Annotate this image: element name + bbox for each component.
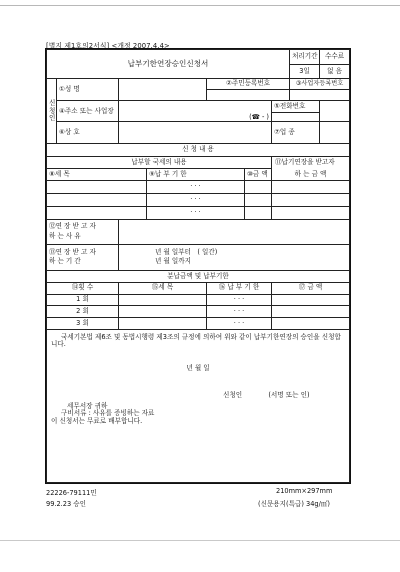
date-line: 년 월 일 [186, 363, 210, 372]
free-note: 이 신청서는 무료로 배부합니다. [51, 416, 143, 425]
inst-count-label: ⑭횟 수 [47, 282, 119, 294]
inst-amount-field-1[interactable] [272, 294, 350, 306]
request-content-header: 신 청 내 용 [47, 144, 350, 157]
inst-amount-label: ⑰ 금 액 [272, 282, 350, 294]
trade-name-field[interactable] [119, 122, 272, 144]
name-label: ①성 명 [57, 79, 119, 101]
due-date-field-1[interactable]: · · · [147, 180, 245, 193]
period-label-line2: 하 는 기 간 [49, 257, 81, 266]
inst-due-field-3[interactable]: · · · [207, 318, 272, 330]
name-field[interactable] [119, 79, 207, 101]
business-type-label: ⑦업 종 [272, 122, 320, 144]
form-code: 22226-79111민 [46, 489, 97, 497]
due-date-field-2[interactable]: · · · [147, 193, 245, 206]
business-no-label: ③사업자등록번호 [290, 79, 350, 90]
form-title: 납부기한연장승인신청서 [47, 50, 290, 79]
table-row [47, 306, 350, 318]
form-table [46, 49, 350, 483]
tax-item-field-1[interactable] [47, 180, 147, 193]
reason-label [47, 219, 119, 244]
due-date-label: ⑨납 부 기 한 [147, 168, 245, 180]
period-field[interactable] [119, 244, 350, 270]
table-row [47, 318, 350, 330]
period-to: 년 월 일까지 [155, 257, 192, 266]
trade-name-label: ⑥상 호 [57, 122, 119, 144]
statement-block [47, 330, 350, 483]
form-header-note: [별지 제1호의2서식] <개정 2007.4.4> [46, 42, 170, 50]
requested-amount-header-line2: 하 는 금 액 [272, 168, 350, 180]
signature-hint: (서명 또는 인) [268, 390, 310, 399]
period-label-line1: ⑬연 장 받 고 자 [49, 247, 96, 256]
period-days: ( 일간) [197, 247, 218, 256]
documents-note: 구비서류 : 사유를 증빙하는 자료 [61, 409, 155, 418]
reason-label-line1: ⑫연 장 받 고 자 [49, 222, 96, 231]
statement-text: 국세기본법 제6조 및 동법시행령 제3조의 규정에 의하여 위와 같이 납부기한연장의 승인을 신청합니다. [51, 333, 341, 349]
inst-count-3: 3 회 [47, 318, 119, 330]
installment-header: 분납금액 및 납부기한 [47, 270, 350, 282]
period-from: 년 월 일부터 [155, 247, 192, 256]
processing-period-value: 3일 [290, 65, 320, 79]
table-row [47, 294, 350, 306]
amount-field-2[interactable] [245, 193, 272, 206]
due-tax-header: 납부할 국세의 내용 [47, 157, 272, 169]
business-no-field[interactable] [290, 90, 350, 101]
paper-spec: (신문용지(특급) 34g/㎡) [258, 500, 330, 508]
bottom-divider [0, 540, 400, 541]
inst-tax-field-3[interactable] [119, 318, 207, 330]
inst-tax-field-2[interactable] [119, 306, 207, 318]
tax-item-label: ⑧세 목 [47, 168, 147, 180]
tax-item-field-2[interactable] [47, 193, 147, 206]
fee-label: 수수료 [320, 50, 350, 65]
application-form [46, 49, 349, 483]
address-label: ④주소 또는 사업장 [57, 100, 119, 122]
resident-no-field[interactable] [207, 90, 290, 101]
inst-count-2: 2 회 [47, 306, 119, 318]
tax-item-field-3[interactable] [47, 206, 147, 219]
amount-field-1[interactable] [245, 180, 272, 193]
inst-tax-field-1[interactable] [119, 294, 207, 306]
fee-value: 없 음 [320, 65, 350, 79]
inst-due-field-2[interactable]: · · · [207, 306, 272, 318]
processing-period-label: 처리기간 [290, 50, 320, 65]
reason-label-line2: 하 는 사 유 [49, 231, 81, 240]
business-type-field[interactable] [320, 122, 350, 144]
inst-amount-field-3[interactable] [272, 318, 350, 330]
period-label [47, 244, 119, 270]
inst-tax-label: ⑮세 목 [119, 282, 207, 294]
requested-amount-field-3[interactable] [272, 206, 350, 219]
approval-date: 99.2.23 승인 [46, 500, 87, 508]
applicant-label: 신청인 [223, 390, 243, 399]
address-field[interactable] [119, 100, 272, 122]
requested-amount-field-2[interactable] [272, 193, 350, 206]
inst-count-1: 1 회 [47, 294, 119, 306]
address-phone-hint: (☎ - ) [249, 113, 269, 122]
amount-label: ⑩금 액 [245, 168, 272, 180]
requested-amount-header-line1: ⑪납기연장을 받고자 [272, 157, 350, 169]
amount-field-3[interactable] [245, 206, 272, 219]
inst-due-field-1[interactable]: · · · [207, 294, 272, 306]
phone-field[interactable] [320, 100, 350, 122]
resident-no-label: ②주민등록번호 [207, 79, 290, 90]
addressee: 세무서장 귀하 [67, 402, 108, 411]
phone-label: ⑤전화번호 [272, 100, 320, 112]
reason-field[interactable] [119, 219, 350, 244]
phone-label-spacer [272, 112, 320, 122]
paper-size: 210mm×297mm [276, 487, 333, 495]
inst-due-label: ⑯ 납 부 기 한 [207, 282, 272, 294]
due-date-field-3[interactable]: · · · [147, 206, 245, 219]
top-divider [0, 5, 400, 6]
inst-amount-field-2[interactable] [272, 306, 350, 318]
requested-amount-field-1[interactable] [272, 180, 350, 193]
applicant-group-label: 신 청 인 [47, 79, 57, 144]
